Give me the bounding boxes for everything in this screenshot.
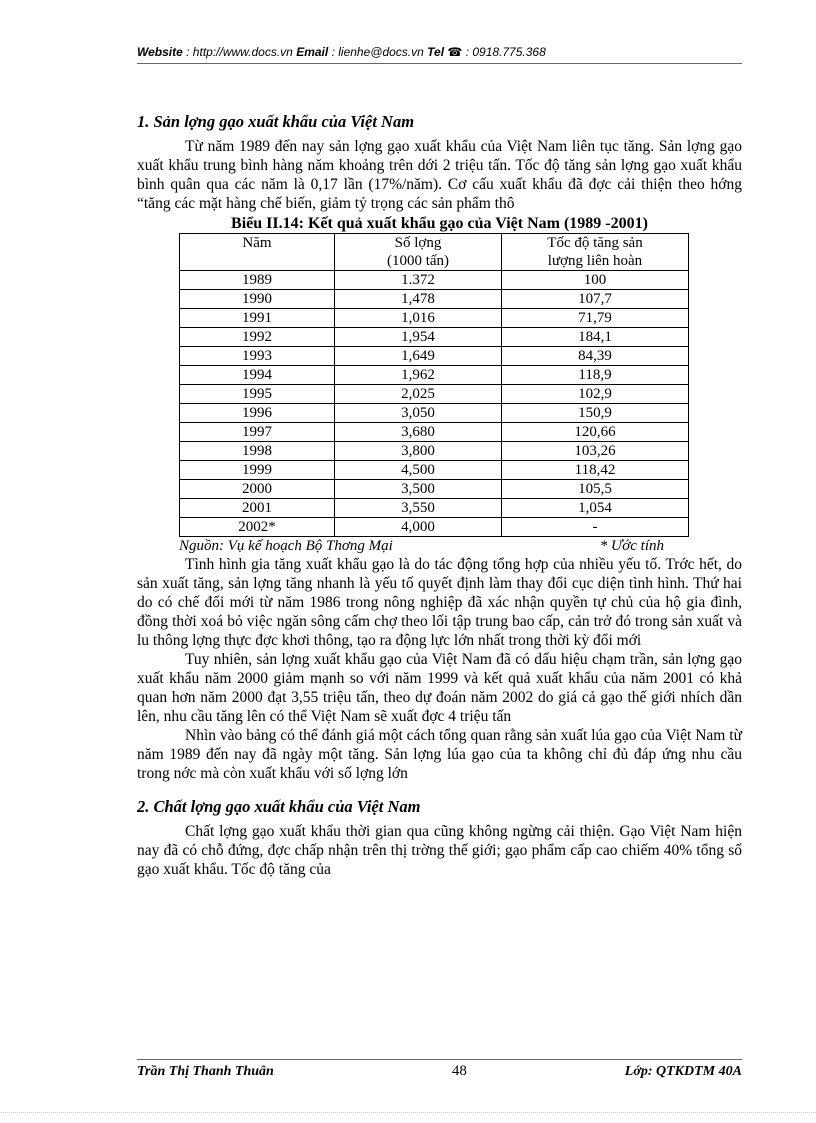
page-number: 48 [451, 1063, 467, 1079]
cell-quantity: 3,680 [335, 423, 502, 442]
cell-growth-rate: 107,7 [502, 290, 689, 309]
cell-year: 1996 [180, 404, 335, 423]
paragraph-ceiling: Tuy nhiên, sản lợng xuất khẩu gạo của Việt Nam đã có dấu hiệu chạm trần, sản lợng gạo xuất khẩu năm 2000 giảm mạnh so với năm 1999 và kết quả xuất khẩu của năm 2001 có khả quan hơn năm 2000 đạt 3,55 triệu tấn, theo dự đoán năm 2002 do giá cả gạo thế giới nhích dần lên, nhu cầu tăng lên có thể Việt Nam sẽ xuất đợc 4 triệu tấn [137, 651, 742, 725]
cell-quantity: 4,500 [335, 461, 502, 480]
email-label: Email [296, 45, 329, 59]
cell-growth-rate: 105,5 [502, 480, 689, 499]
table-row [180, 499, 689, 518]
table-caption: Biểu II.14: Kết quả xuất khẩu gạo của Việt Nam (1989 -2001) [231, 215, 648, 232]
table-row [180, 480, 689, 499]
cell-year: 2000 [180, 480, 335, 499]
cell-quantity: 1,016 [335, 309, 502, 328]
cell-year: 1998 [180, 442, 335, 461]
header-divider [137, 63, 742, 64]
export-table [179, 233, 689, 537]
cell-year: 1999 [180, 461, 335, 480]
cell-year: 2002* [180, 518, 335, 537]
section2-title: 2. Chất lợng gạo xuất khẩu của Việt Nam [137, 797, 421, 816]
cell-year: 1993 [180, 347, 335, 366]
table-body [180, 271, 689, 537]
phone-icon: ☎ [447, 45, 463, 59]
table-row [180, 404, 689, 423]
section1-title: 1. Sản lợng gạo xuất khẩu của Việt Nam [137, 112, 415, 131]
cell-quantity: 1.372 [335, 271, 502, 290]
cell-quantity: 3,800 [335, 442, 502, 461]
table-row [180, 423, 689, 442]
table-row [180, 309, 689, 328]
table-row [180, 518, 689, 537]
cell-growth-rate: 100 [502, 271, 689, 290]
col-header-quantity: Số lợng (1000 tấn) [335, 234, 502, 271]
cell-year: 1989 [180, 271, 335, 290]
footer-class: Lớp: QTKDTM 40A [624, 1064, 742, 1079]
cell-quantity: 1,954 [335, 328, 502, 347]
paragraph-growth-causes: Tình hình gia tăng xuất khẩu gạo là do tác động tổng hợp của nhiều yếu tố. Trớc hết, do sản xuất tăng, sản lợng tăng nhanh là yếu tố quyết định làm thay đổi cục diện tình hình. Thứ hai do có chế đổi mới từ năm 1986 trong nông nghiệp đã xác nhận quyền tự chủ của hộ gia đình, đồng thời xoá bỏ việc ngăn sông cấm chợ theo lối tập trung bao cấp, cản trở đó trong sản xuất và lu thông lợng thực đợc khơi thông, tạo ra động lực lớn nhất trong thời kỳ đổi mới [137, 556, 742, 649]
cell-growth-rate: 71,79 [502, 309, 689, 328]
cell-growth-rate: 84,39 [502, 347, 689, 366]
cell-quantity: 3,550 [335, 499, 502, 518]
footer-divider [137, 1059, 742, 1060]
cell-growth-rate: 150,9 [502, 404, 689, 423]
table-row [180, 271, 689, 290]
cell-year: 2001 [180, 499, 335, 518]
page-header [137, 45, 742, 59]
table-row [180, 461, 689, 480]
section1-paragraph: Từ năm 1989 đến nay sản lợng gạo xuất khẩu của Việt Nam liên tục tăng. Sản lợng gạo xuất khẩu trung bình hàng năm khoảng trên dới 2 triệu tấn. Tốc độ tăng sản lợng gạo xuất khẩu bình quân qua các năm là 0,17 lần (17%/năm). Cơ cấu xuất khẩu đã đợc cải thiện theo hớng “tăng các mặt hàng chế biến, giảm tỷ trọng các sản phẩm thô [137, 138, 742, 212]
table-header-row [180, 234, 689, 271]
page-footer [137, 1063, 742, 1080]
cell-year: 1997 [180, 423, 335, 442]
cell-growth-rate: 184,1 [502, 328, 689, 347]
cell-growth-rate: 102,9 [502, 385, 689, 404]
cell-growth-rate: 120,66 [502, 423, 689, 442]
cell-growth-rate: 103,26 [502, 442, 689, 461]
table-row [180, 385, 689, 404]
paragraph-overview: Nhìn vào bảng có thể đánh giá một cách tổng quan rằng sản xuất lúa gạo của Việt Nam từ năm 1989 đến nay đã ngày một tăng. Sản lợng lúa gạo của ta không chỉ đủ đáp ứng nhu cầu trong nớc mà còn xuất khẩu với số lợng lớn [137, 727, 742, 782]
footer-author: Trần Thị Thanh Thuân [137, 1064, 274, 1079]
cell-quantity: 1,962 [335, 366, 502, 385]
tel-label: Tel [427, 45, 445, 59]
cell-growth-rate: - [502, 518, 689, 537]
table-row [180, 328, 689, 347]
cell-year: 1991 [180, 309, 335, 328]
page-bottom-edge [0, 1112, 816, 1113]
table-row [180, 442, 689, 461]
cell-year: 1990 [180, 290, 335, 309]
cell-year: 1995 [180, 385, 335, 404]
table-source: Nguồn: Vụ kế hoạch Bộ Thơng Mại [179, 538, 393, 554]
table-row [180, 366, 689, 385]
table-note: * Ước tính [599, 538, 664, 554]
cell-year: 1994 [180, 366, 335, 385]
col-header-growth-rate: Tốc độ tăng sản lượng liên hoàn [502, 234, 689, 271]
cell-quantity: 3,500 [335, 480, 502, 499]
table-source-line [179, 537, 664, 555]
cell-growth-rate: 1,054 [502, 499, 689, 518]
tel-number: : 0918.775.368 [465, 45, 546, 59]
website-label: Website [137, 45, 183, 59]
email-address[interactable]: : lienhe@docs.vn [331, 45, 424, 59]
cell-quantity: 3,050 [335, 404, 502, 423]
table-row [180, 347, 689, 366]
cell-year: 1992 [180, 328, 335, 347]
col-header-year: Năm [180, 234, 335, 271]
website-url[interactable]: : http://www.docs.vn [186, 45, 293, 59]
cell-quantity: 2,025 [335, 385, 502, 404]
table-row [180, 290, 689, 309]
section2-paragraph: Chất lợng gạo xuất khẩu thời gian qua cũng không ngừng cải thiện. Gạo Việt Nam hiện nay đã có chỗ đứng, đợc chấp nhận trên thị trờng thế giới; gạo phẩm cấp cao chiếm 40% tổng số gạo xuất khẩu. Tốc độ tăng của [137, 823, 742, 878]
cell-growth-rate: 118,9 [502, 366, 689, 385]
cell-growth-rate: 118,42 [502, 461, 689, 480]
cell-quantity: 1,478 [335, 290, 502, 309]
page-body [137, 112, 742, 879]
cell-quantity: 1,649 [335, 347, 502, 366]
cell-quantity: 4,000 [335, 518, 502, 537]
